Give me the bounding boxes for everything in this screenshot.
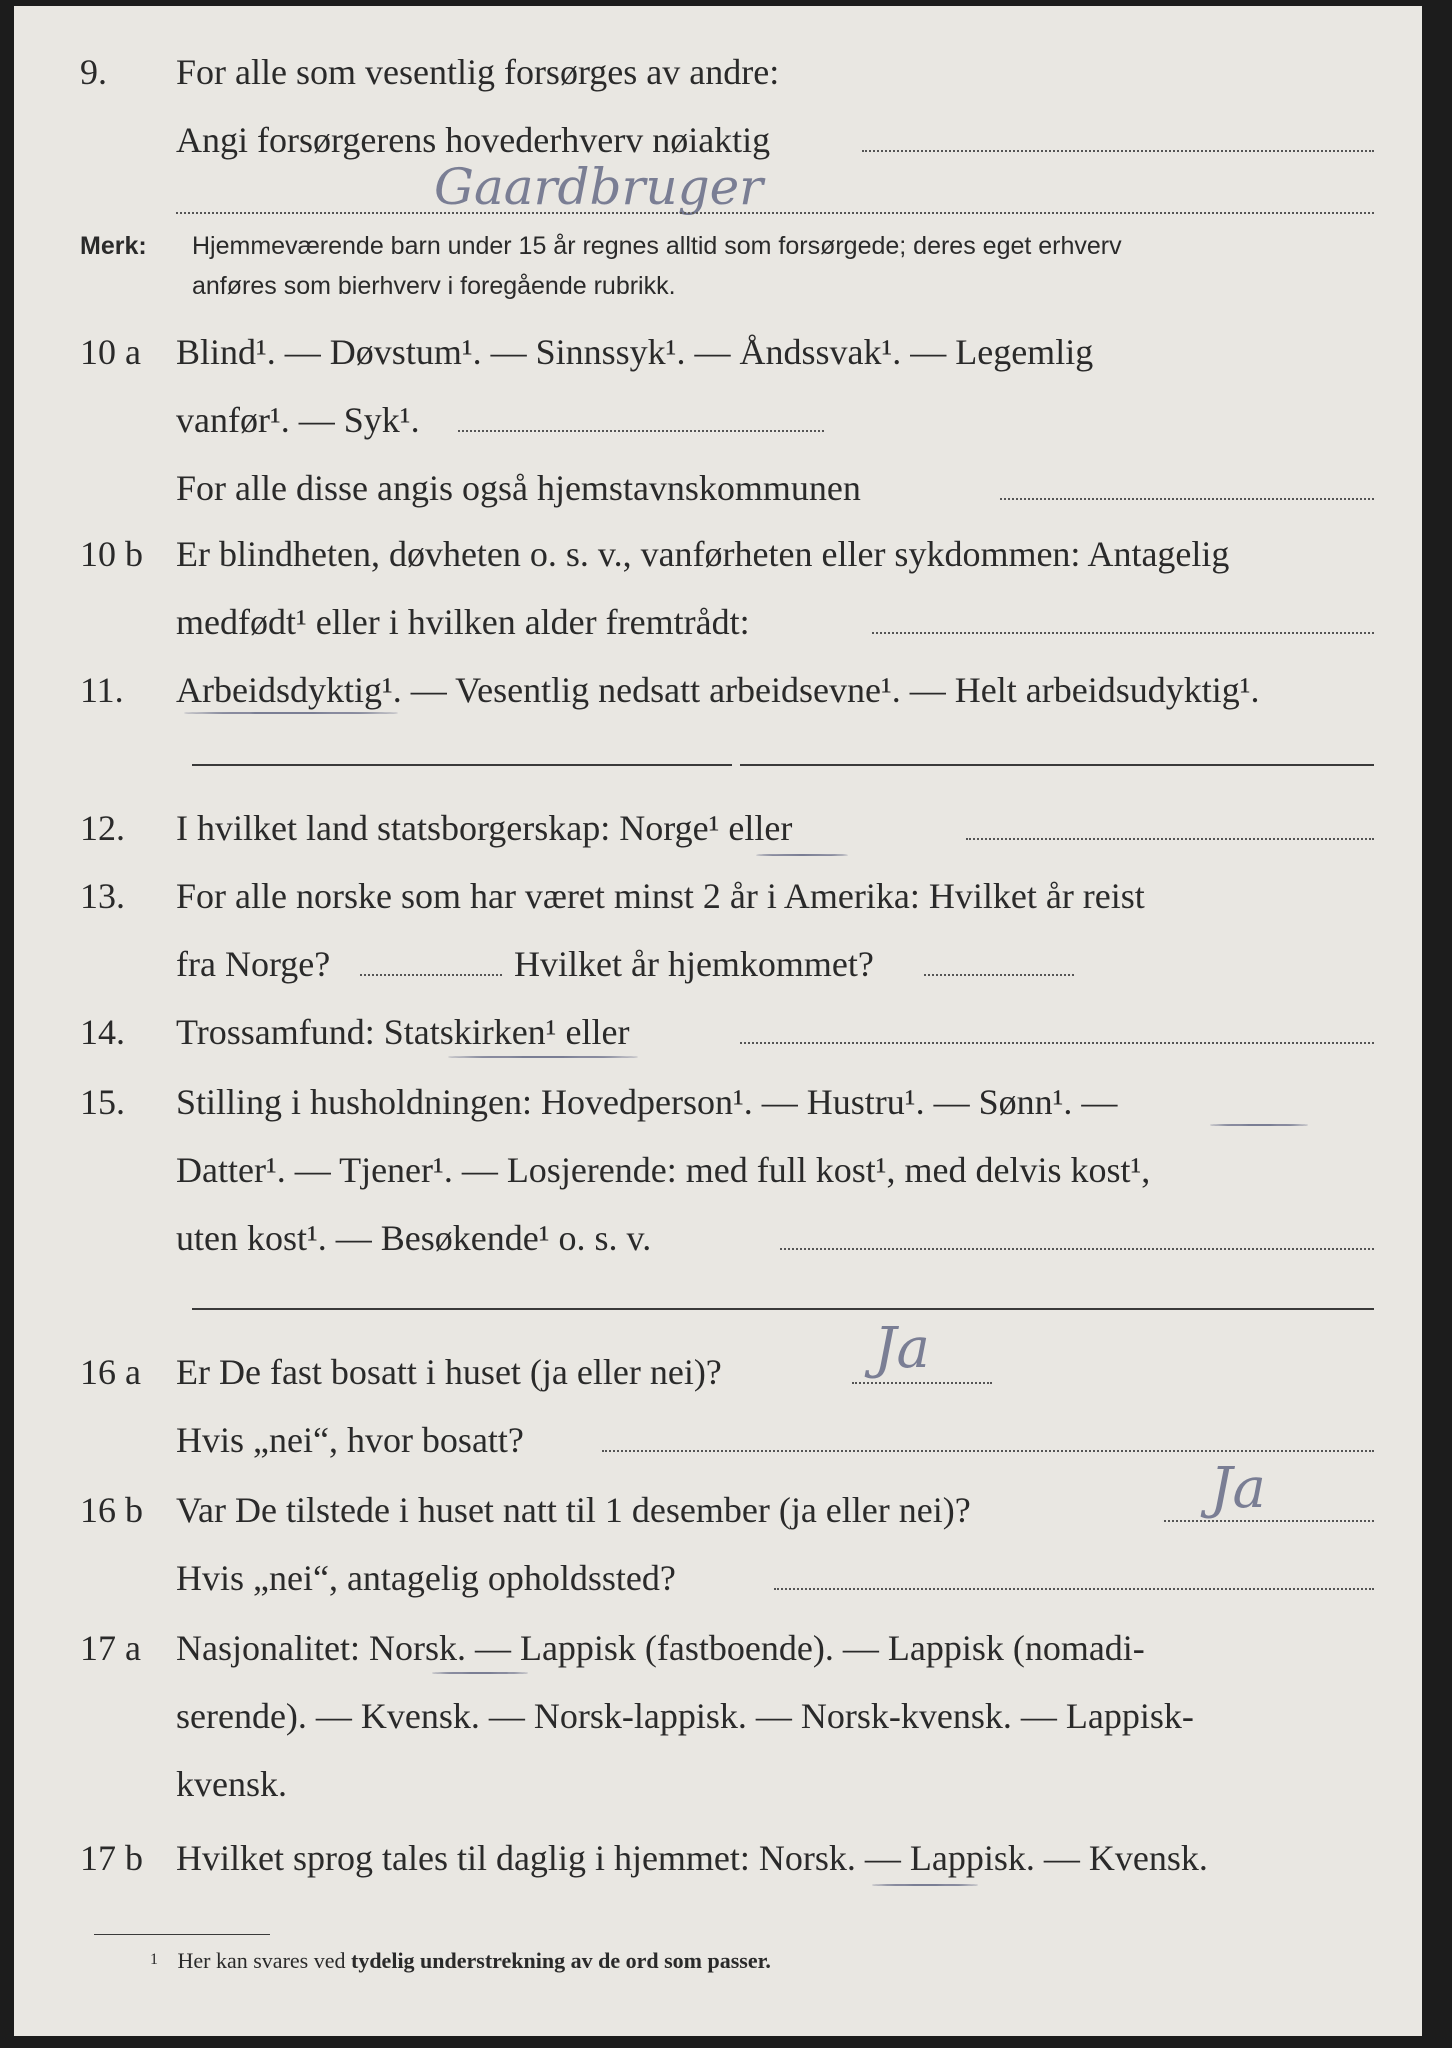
question-text: Er De fast bosatt i huset (ja eller nei)? xyxy=(176,1352,722,1392)
question-number: 16 b xyxy=(80,1490,143,1530)
answer-line[interactable] xyxy=(872,632,1374,634)
question-number: 17 b xyxy=(80,1838,143,1878)
footnote-marker: 1 xyxy=(150,1951,158,1968)
question-text: Nasjonalitet: Norsk. — Lappisk (fastboende). — Lappisk (nomadi- xyxy=(176,1628,1145,1668)
question-11-line1 xyxy=(14,660,1422,720)
question-12-line1 xyxy=(14,798,1422,858)
question-text: uten kost¹. — Besøkende¹ o. s. v. xyxy=(176,1218,652,1258)
question-text: Hvilket år hjemkommet? xyxy=(514,944,874,984)
answer-underline xyxy=(184,712,398,714)
question-16b-line2 xyxy=(14,1548,1422,1608)
answer-line[interactable] xyxy=(1164,1520,1374,1522)
answer-underline xyxy=(1210,1124,1308,1126)
question-number: 11. xyxy=(80,670,124,710)
question-text: I hvilket land statsborgerskap: Norge¹ eller xyxy=(176,808,793,848)
question-10a-line1 xyxy=(14,322,1422,382)
answer-underline xyxy=(448,1056,638,1058)
question-10b-line2 xyxy=(14,592,1422,652)
answer-line[interactable] xyxy=(780,1248,1374,1250)
answer-underline xyxy=(872,1884,978,1886)
question-number: 12. xyxy=(80,808,125,848)
handwritten-answer-occupation: Gaardbruger xyxy=(434,158,764,216)
question-number: 15. xyxy=(80,1082,125,1122)
answer-underline xyxy=(756,854,848,856)
question-text: For alle som vesentlig forsørges av andre: xyxy=(176,52,780,92)
question-text: Var De tilstede i huset natt til 1 desember (ja eller nei)? xyxy=(176,1490,971,1530)
question-10b-line1 xyxy=(14,524,1422,584)
answer-line[interactable] xyxy=(774,1588,1374,1590)
question-text: Hvis „nei“, hvor bosatt? xyxy=(176,1420,524,1460)
footnote-text: Her kan svares ved xyxy=(177,1948,346,1973)
footnote-text-bold: tydelig understrekning av de ord som passer. xyxy=(351,1948,771,1973)
footnote-rule xyxy=(94,1934,270,1935)
question-text: Stilling i husholdningen: Hovedperson¹. — Hustru¹. — Sønn¹. — xyxy=(176,1082,1118,1122)
question-number: 17 a xyxy=(80,1628,141,1668)
question-text: vanfør¹. — Syk¹. xyxy=(176,400,420,440)
question-text: Angi forsørgerens hovederhverv nøiaktig xyxy=(176,120,771,160)
answer-line[interactable] xyxy=(602,1450,1374,1452)
answer-line[interactable] xyxy=(192,1308,1374,1310)
question-10a-line3 xyxy=(14,458,1422,518)
question-13-line2 xyxy=(14,934,1422,994)
question-text: serende). — Kvensk. — Norsk-lappisk. — Norsk-kvensk. — Lappisk- xyxy=(176,1696,1194,1736)
question-text: For alle norske som har været minst 2 år i Amerika: Hvilket år reist xyxy=(176,876,1145,916)
question-number: 10 a xyxy=(80,332,141,372)
answer-line[interactable] xyxy=(862,150,1374,152)
question-14-line1 xyxy=(14,1002,1422,1062)
question-text: Hvis „nei“, antagelig opholdssted? xyxy=(176,1558,676,1598)
question-text: Er blindheten, døvheten o. s. v., vanførheten eller sykdommen: Antagelig xyxy=(176,534,1230,574)
question-15-line3 xyxy=(14,1208,1422,1268)
question-number: 13. xyxy=(80,876,125,916)
note-label: Merk: xyxy=(80,232,147,260)
question-number: 16 a xyxy=(80,1352,141,1392)
answer-underline xyxy=(432,1672,528,1674)
question-16a-line1 xyxy=(14,1342,1422,1402)
question-text: Blind¹. — Døvstum¹. — Sinnssyk¹. — Åndssvak¹. — Legemlig xyxy=(176,332,1094,372)
question-text: fra Norge? xyxy=(176,944,331,984)
answer-line[interactable] xyxy=(1000,498,1374,500)
question-15-line2 xyxy=(14,1140,1422,1200)
answer-line[interactable] xyxy=(966,838,1374,840)
question-number: 9. xyxy=(80,52,107,92)
answer-line[interactable] xyxy=(360,974,502,976)
question-number: 14. xyxy=(80,1012,125,1052)
answer-line[interactable] xyxy=(458,430,824,432)
answer-line[interactable] xyxy=(192,764,732,766)
answer-line[interactable] xyxy=(176,212,1374,214)
footnote xyxy=(150,1948,771,1974)
question-17a-line2 xyxy=(14,1686,1422,1746)
question-10a-line2 xyxy=(14,390,1422,450)
question-text: medfødt¹ eller i hvilken alder fremtrådt: xyxy=(176,602,750,642)
question-text: Arbeidsdyktig¹. — Vesentlig nedsatt arbeidsevne¹. — Helt arbeidsudyktig¹. xyxy=(176,670,1260,710)
handwritten-answer-present: Ja xyxy=(1210,1456,1266,1521)
census-form-page xyxy=(14,6,1422,2036)
question-17b-line1 xyxy=(14,1828,1422,1888)
answer-line[interactable] xyxy=(852,1382,992,1384)
question-17a-line3 xyxy=(14,1754,1422,1814)
handwritten-answer-resident: Ja xyxy=(874,1316,930,1381)
question-15-line1 xyxy=(14,1072,1422,1132)
question-number: 10 b xyxy=(80,534,143,574)
note-text-line1: Hjemmeværende barn under 15 år regnes alltid som forsørgede; deres eget erhverv xyxy=(192,232,1122,260)
question-13-line1 xyxy=(14,866,1422,926)
question-text: Datter¹. — Tjener¹. — Losjerende: med full kost¹, med delvis kost¹, xyxy=(176,1150,1151,1190)
question-9-line1 xyxy=(14,42,1422,102)
question-text: kvensk. xyxy=(176,1764,287,1804)
note-text-line2: anføres som bierhverv i foregående rubrikk. xyxy=(192,272,676,300)
question-text: Trossamfund: Statskirken¹ eller xyxy=(176,1012,630,1052)
question-text: Hvilket sprog tales til daglig i hjemmet: Norsk. — Lappisk. — Kvensk. xyxy=(176,1838,1208,1878)
answer-line[interactable] xyxy=(924,974,1074,976)
answer-line[interactable] xyxy=(740,1042,1374,1044)
question-17a-line1 xyxy=(14,1618,1422,1678)
question-text: For alle disse angis også hjemstavnskommunen xyxy=(176,468,861,508)
answer-line[interactable] xyxy=(740,764,1374,766)
